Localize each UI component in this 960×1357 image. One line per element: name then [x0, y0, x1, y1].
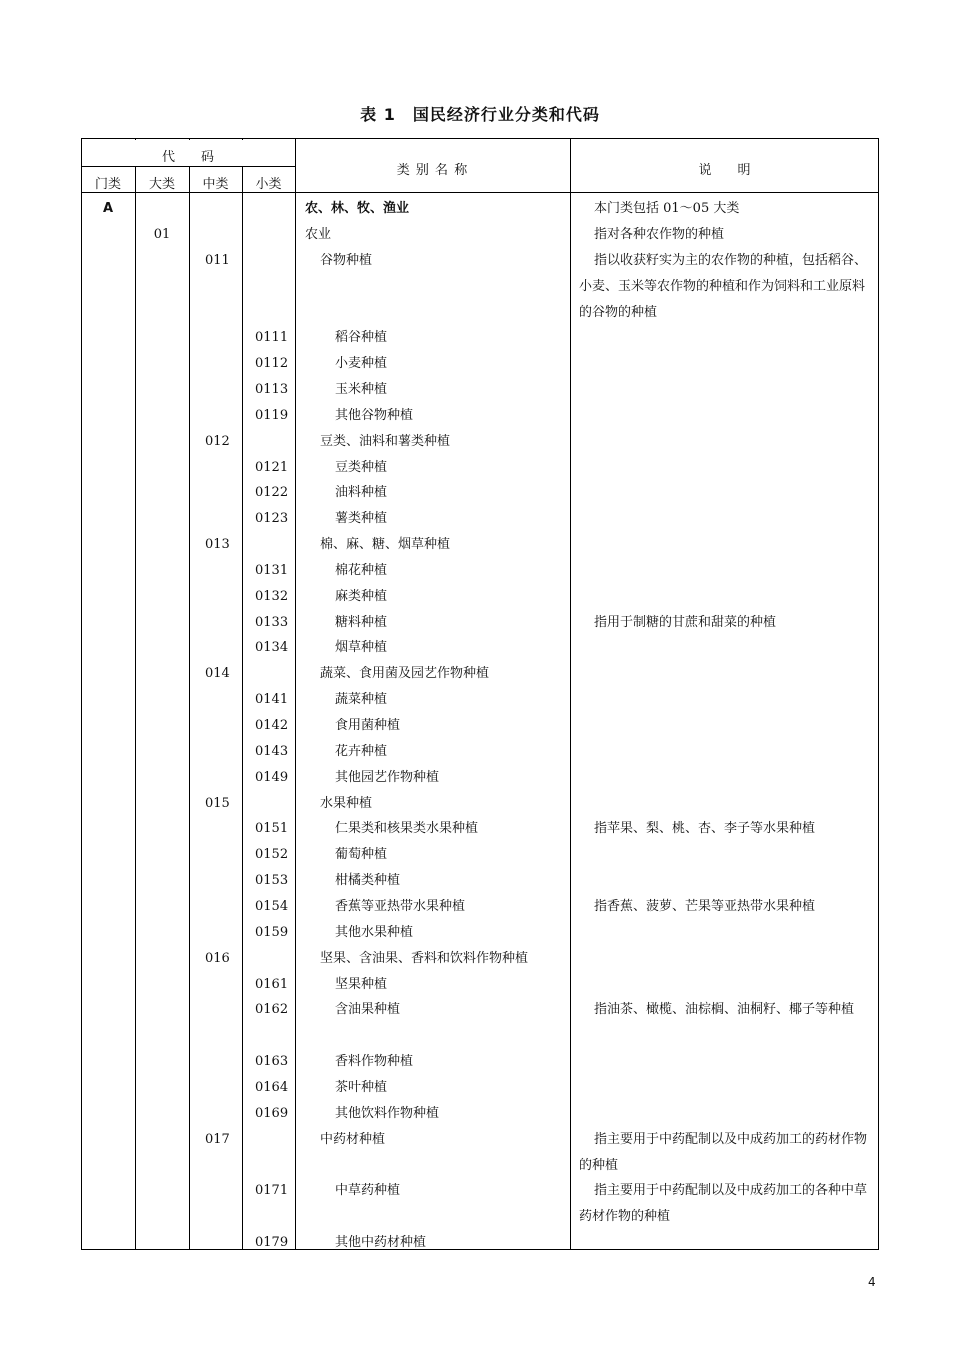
- code-zhong: 012: [205, 433, 230, 449]
- category-name: 糖料种植: [335, 614, 388, 630]
- category-description: 指以收获籽实为主的农作物的种植，包括稻谷、小麦、玉米等农作物的种植和作为饲料和工业原料的谷物的种植: [579, 252, 868, 320]
- category-name: 花卉种植: [335, 743, 388, 759]
- code-xiao: 0132: [255, 588, 289, 604]
- code-xiao: 0154: [255, 898, 289, 914]
- table-row: [0, 765, 960, 791]
- category-name: 其他谷物种植: [335, 407, 414, 423]
- table-row: [0, 455, 960, 481]
- table-row: [0, 894, 960, 920]
- category-name: 麻类种植: [335, 588, 388, 604]
- category-name: 茶叶种植: [335, 1079, 388, 1095]
- code-xiao: 0171: [255, 1183, 289, 1199]
- header-xiao: 小类: [255, 177, 282, 192]
- header-da: 大类: [148, 177, 175, 192]
- table-row: [0, 222, 960, 248]
- category-description: 指用于制糖的甘蔗和甜菜的种植: [594, 614, 777, 630]
- category-name: 农、林、牧、渔业: [305, 201, 410, 216]
- code-xiao: 0164: [255, 1079, 289, 1095]
- category-name: 水果种植: [320, 795, 373, 811]
- code-xiao: 0143: [255, 743, 289, 759]
- category-name: 玉米种植: [335, 381, 388, 397]
- code-zhong: 017: [205, 1131, 230, 1147]
- table-row: [0, 351, 960, 377]
- category-description: 指主要用于中药配制以及中成药加工的各种中草药材作物的种植: [579, 1183, 868, 1225]
- category-name: 其他中药材种植: [335, 1235, 427, 1250]
- header-code: 代 码: [161, 150, 214, 165]
- code-da: 01: [153, 226, 171, 242]
- category-description: 指对各种农作物的种植: [594, 226, 725, 242]
- code-xiao: 0141: [255, 692, 289, 708]
- code-xiao: 0159: [255, 924, 289, 940]
- code-xiao: 0111: [255, 330, 289, 346]
- code-xiao: 0121: [255, 459, 289, 475]
- code-xiao: 0119: [255, 407, 289, 423]
- table-row: [0, 325, 960, 351]
- table-row: [0, 377, 960, 403]
- category-name: 仁果类和核果类水果种植: [335, 821, 479, 837]
- header-name: 类 别 名 称: [396, 163, 469, 178]
- category-name: 中药材种植: [320, 1131, 386, 1147]
- table-row: [0, 196, 960, 222]
- category-name: 香蕉等亚热带水果种植: [335, 898, 466, 914]
- code-xiao: 0134: [255, 640, 289, 656]
- table-row: [0, 584, 960, 610]
- header-men: 门类: [94, 177, 121, 192]
- code-men: A: [102, 201, 114, 216]
- code-xiao: 0122: [255, 485, 289, 501]
- table-row: [0, 997, 960, 1023]
- code-zhong: 014: [205, 666, 230, 682]
- category-name: 谷物种植: [320, 252, 373, 268]
- code-xiao: 0179: [255, 1235, 289, 1250]
- code-xiao: 0113: [255, 381, 289, 397]
- table-row: [0, 1101, 960, 1127]
- code-xiao: 0123: [255, 511, 289, 527]
- category-name: 棉花种植: [335, 562, 388, 578]
- category-name: 稻谷种植: [335, 330, 388, 346]
- code-xiao: 0112: [255, 356, 289, 372]
- table-row: [0, 842, 960, 868]
- code-xiao: 0162: [255, 1002, 289, 1018]
- category-description: 指主要用于中药配制以及中成药加工的药材作物的种植: [579, 1131, 868, 1173]
- table-row: [0, 1075, 960, 1101]
- category-name: 食用菌种植: [335, 718, 401, 733]
- code-xiao: 0149: [255, 769, 289, 785]
- category-name: 豆类、油料和薯类种植: [320, 433, 451, 449]
- code-xiao: 0163: [255, 1054, 289, 1070]
- table-row: [0, 1230, 960, 1256]
- category-name: 农业: [305, 226, 332, 242]
- header-sub-divider: [81, 166, 295, 167]
- code-zhong: 013: [205, 537, 230, 553]
- table-row: [0, 920, 960, 946]
- table-row: [0, 248, 960, 320]
- category-name: 豆类种植: [335, 459, 388, 475]
- category-name: 其他水果种植: [335, 924, 414, 940]
- table-row: [0, 610, 960, 636]
- table-row: [0, 972, 960, 998]
- category-name: 坚果、含油果、香料和饮料作物种植: [320, 950, 529, 966]
- table-row: [0, 403, 960, 429]
- table-row: [0, 1049, 960, 1075]
- code-zhong: 015: [205, 795, 230, 811]
- table-row: [0, 1127, 960, 1173]
- table-row: [0, 791, 960, 817]
- table-row: [0, 429, 960, 455]
- category-name: 含油果种植: [335, 1002, 401, 1018]
- category-name: 小麦种植: [335, 356, 388, 372]
- category-description: 指香蕉、菠萝、芒果等亚热带水果种植: [594, 898, 816, 914]
- code-xiao: 0169: [255, 1105, 289, 1121]
- category-name: 蔬菜、食用菌及园艺作物种植: [320, 666, 490, 682]
- code-zhong: 016: [205, 950, 230, 966]
- code-xiao: 0151: [255, 821, 289, 837]
- header-zhong: 中类: [202, 177, 229, 192]
- header-desc: 说 明: [698, 163, 751, 178]
- table-row: [0, 816, 960, 842]
- category-name: 葡萄种植: [335, 847, 388, 863]
- table-row: [0, 635, 960, 661]
- category-name: 坚果种植: [335, 976, 388, 992]
- page-number: 4: [868, 1275, 876, 1289]
- category-name: 棉、麻、糖、烟草种植: [320, 537, 451, 553]
- table-row: [0, 687, 960, 713]
- table-title: 表 1 国民经济行业分类和代码: [360, 105, 600, 124]
- category-name: 其他饮料作物种植: [335, 1105, 440, 1121]
- table-row: [0, 558, 960, 584]
- table-row: [0, 868, 960, 894]
- table-row: [0, 946, 960, 972]
- code-xiao: 0153: [255, 873, 289, 889]
- category-name: 油料种植: [335, 485, 388, 501]
- code-xiao: 0142: [255, 718, 289, 733]
- table-row: [0, 506, 960, 532]
- category-name: 烟草种植: [335, 640, 388, 656]
- table-row: [0, 713, 960, 739]
- table-row: [0, 739, 960, 765]
- category-name: 中草药种植: [335, 1183, 401, 1199]
- category-name: 蔬菜种植: [335, 692, 388, 708]
- category-name: 薯类种植: [335, 511, 388, 527]
- table-row: [0, 1178, 960, 1225]
- code-xiao: 0161: [255, 976, 289, 992]
- code-xiao: 0152: [255, 847, 289, 863]
- table-row: [0, 661, 960, 687]
- category-description: 指油茶、橄榄、油棕榈、油桐籽、椰子等种植: [594, 1002, 855, 1018]
- category-name: 香料作物种植: [335, 1054, 414, 1070]
- table-row: [0, 532, 960, 558]
- category-description: 本门类包括 01～05 大类: [594, 201, 740, 216]
- table-row: [0, 480, 960, 506]
- code-zhong: 011: [205, 252, 230, 268]
- category-name: 柑橘类种植: [335, 873, 401, 889]
- category-description: 指苹果、梨、桃、杏、李子等水果种植: [594, 821, 816, 837]
- code-xiao: 0133: [255, 614, 289, 630]
- header-bottom-divider: [81, 192, 879, 193]
- category-name: 其他园艺作物种植: [335, 769, 440, 785]
- code-xiao: 0131: [255, 562, 289, 578]
